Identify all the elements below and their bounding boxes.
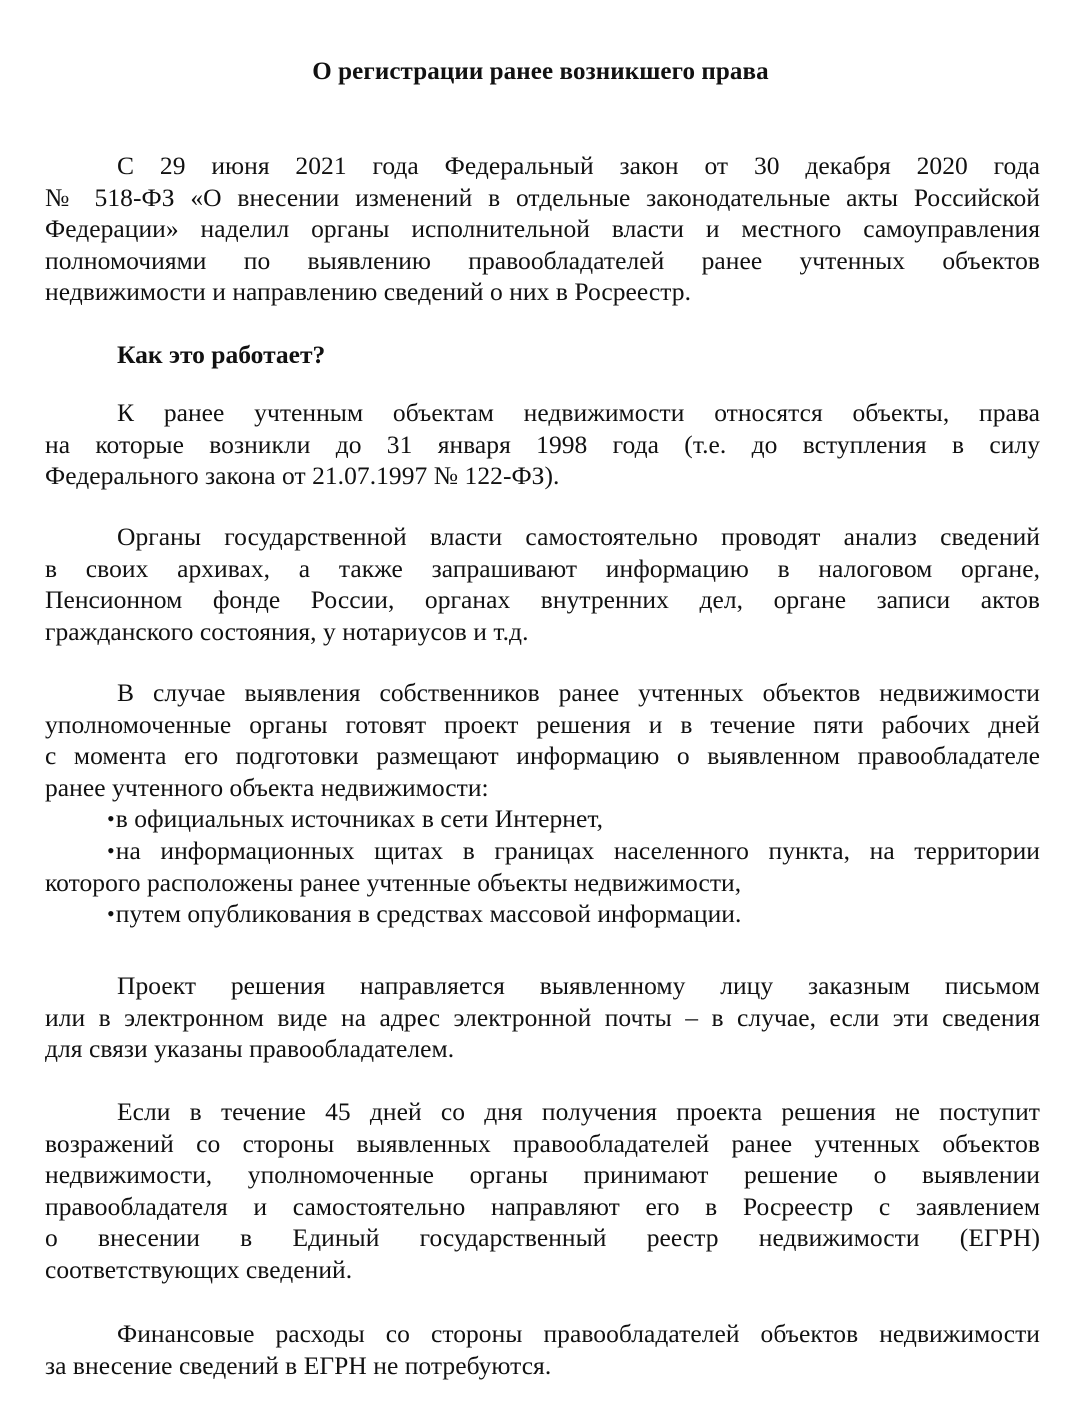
paragraph-line: № 518-ФЗ «О внесении изменений в отдельные законодательные акты Российской [45, 182, 1040, 212]
paragraph-line: соответствующих сведений. [45, 1254, 353, 1284]
paragraph-line: недвижимости, уполномоченные органы принимают решение о выявлении [45, 1160, 1040, 1190]
paragraph-1 [45, 150, 1040, 308]
paragraph-5 [45, 970, 1040, 1065]
paragraph-line: о внесении в Единый государственный реестр недвижимости (ЕГРН) [45, 1223, 1040, 1253]
paragraph-line: Федерации» наделил органы исполнительной власти и местного самоуправления [45, 214, 1040, 244]
list-item-text: путем опубликования в средствах массовой информации. [115, 899, 742, 929]
paragraph-line: Федерального закона от 21.07.1997 № 122-ФЗ). [45, 461, 560, 491]
paragraph-line: для связи указаны правообладателем. [45, 1034, 455, 1064]
list-item-text: на информационных щитах в границах населенного пункта, на территории [115, 835, 1040, 865]
document-title: О регистрации ранее возникшего права [312, 58, 769, 85]
paragraph-4 [45, 677, 1040, 930]
paragraph-line: правообладателя и самостоятельно направляют его в Росреестр с заявлением [45, 1191, 1040, 1221]
paragraph-line: уполномоченные органы готовят проект решения и в течение пяти рабочих дней [45, 709, 1040, 739]
bullet-icon: • [107, 901, 115, 927]
list-item-text: в официальных источниках в сети Интернет, [115, 804, 604, 834]
paragraph-line: на которые возникли до 31 января 1998 года (т.е. до вступления в силу [45, 429, 1040, 459]
list-item [45, 803, 1040, 835]
paragraph-line: Финансовые расходы со стороны правообладателей объектов недвижимости [117, 1319, 1040, 1348]
paragraph-line: за внесение сведений в ЕГРН не потребуются. [45, 1350, 552, 1380]
bullet-icon: • [107, 806, 115, 832]
paragraph-line: возражений со стороны выявленных правообладателей ранее учтенных объектов [45, 1128, 1040, 1158]
paragraph-line: полномочиями по выявлению правообладателей ранее учтенных объектов [45, 245, 1040, 275]
paragraph-3 [45, 521, 1040, 647]
paragraph-line: с момента его подготовки размещают информацию о выявленном правообладателе [45, 741, 1040, 771]
paragraph-line: К ранее учтенным объектам недвижимости относятся объекты, права [117, 398, 1040, 427]
paragraph-2 [45, 397, 1040, 492]
paragraph-line: Проект решения направляется выявленному лицу заказным письмом [117, 971, 1040, 1000]
paragraph-6 [45, 1096, 1040, 1286]
bullet-icon: • [107, 837, 115, 863]
paragraph-line: недвижимости и направлению сведений о них в Росреестр. [45, 277, 692, 307]
list-item [45, 835, 1040, 867]
paragraph-line: В случае выявления собственников ранее учтенных объектов недвижимости [117, 678, 1040, 707]
paragraph-line: Если в течение 45 дней со дня получения проекта решения не поступит [117, 1097, 1040, 1126]
paragraph-line: в своих архивах, а также запрашивают информацию в налоговом органе, [45, 553, 1040, 583]
paragraph-line: гражданского состояния, у нотариусов и т.д. [45, 616, 529, 646]
paragraph-7 [45, 1318, 1040, 1381]
paragraph-line: Органы государственной власти самостоятельно проводят анализ сведений [117, 522, 1040, 551]
paragraph-line: С 29 июня 2021 года Федеральный закон от 30 декабря 2020 года [117, 151, 1040, 180]
paragraph-line: ранее учтенного объекта недвижимости: [45, 772, 489, 802]
list-item-continuation: которого расположены ранее учтенные объекты недвижимости, [45, 867, 742, 897]
section-heading: Как это работает? [117, 340, 326, 369]
paragraph-line: Пенсионном фонде России, органах внутренних дел, органе записи актов [45, 585, 1040, 615]
list-item [45, 898, 1040, 930]
paragraph-line: или в электронном виде на адрес электронной почты – в случае, если эти сведения [45, 1002, 1040, 1032]
